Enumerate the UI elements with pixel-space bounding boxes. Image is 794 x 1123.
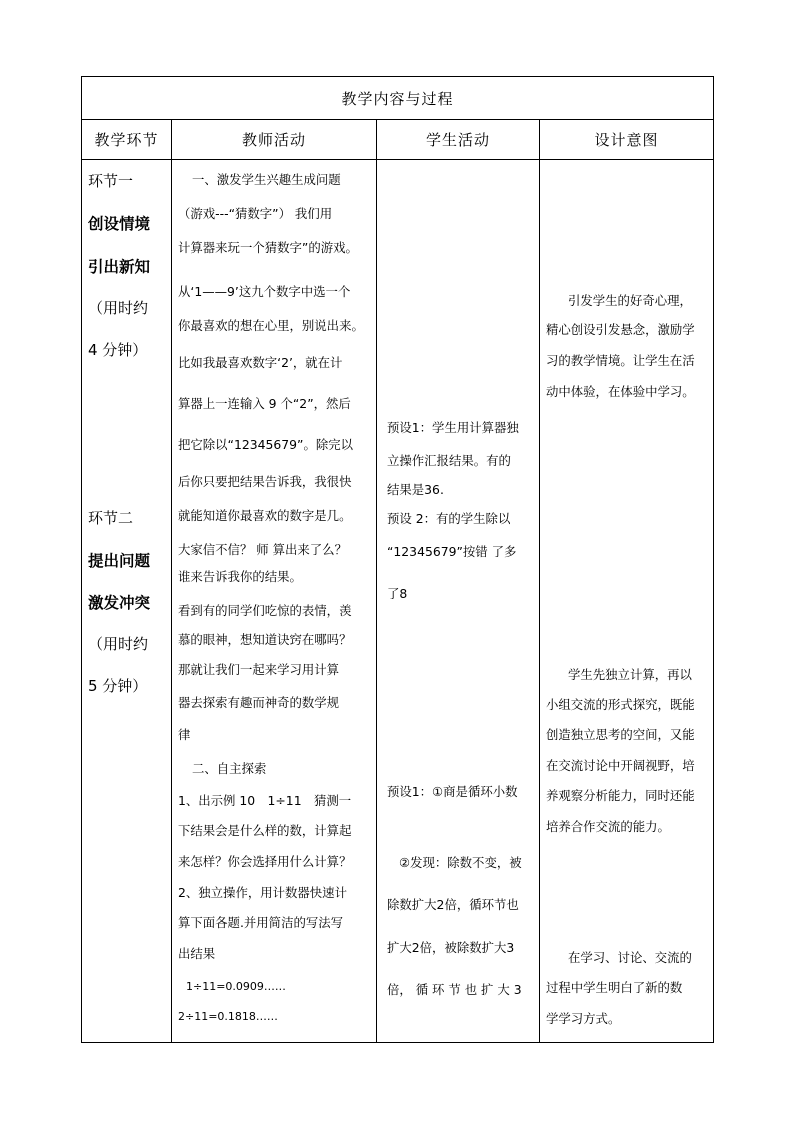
header-stage: 教学环节 — [82, 120, 172, 160]
intent-cell — [540, 160, 714, 1043]
header-row — [82, 120, 714, 160]
teacher-line: 律 — [178, 727, 191, 742]
teacher-line: 后你只要把结果告诉我，我很快 — [178, 474, 352, 489]
student-line: 立操作汇报结果。有的 — [387, 453, 511, 468]
teacher-line: 下结果会是什么样的数，计算起 — [178, 823, 352, 838]
intent-line: 养观察分析能力，同时还能 — [546, 788, 695, 803]
teacher-line: 一、激发学生兴趣生成问题 — [192, 172, 341, 187]
student-line: 扩大2倍，被除数扩大3 — [387, 940, 515, 955]
teacher-line: 出结果 — [178, 946, 216, 961]
teacher-line: 那就让我们一起来学习用计算 — [178, 662, 340, 677]
student-line: 了8 — [387, 586, 408, 601]
teacher-line: 慕的眼神，想知道诀窍在哪吗？ — [178, 632, 352, 647]
teacher-line: 2÷11=0.1818…… — [178, 1010, 278, 1023]
teacher-line: 计算器来玩一个猜数字”的游戏。 — [178, 240, 358, 255]
intent-line: 小组交流的形式探究，既能 — [546, 697, 695, 712]
stage1-time-line1: （用时约 — [88, 299, 149, 317]
intent-line: 在学习、讨论、交流的 — [568, 950, 692, 965]
stage1-name: 环节一 — [88, 172, 134, 190]
intent-line: 创造独立思考的空间，又能 — [546, 727, 695, 742]
header-teacher: 教师活动 — [172, 120, 377, 160]
teacher-line: 就能知道你最喜欢的数字是几。 — [178, 508, 352, 523]
teacher-line: 来怎样？你会选择用什么计算？ — [178, 854, 352, 869]
teacher-line: 1、出示例 10 1÷11 猜测一 — [178, 793, 352, 808]
intent-line: 动中体验，在体验中学习。 — [546, 384, 695, 399]
stage2-time-line2: 5 分钟） — [88, 677, 148, 695]
intent-line: 习的教学情境。让学生在活 — [546, 353, 695, 368]
intent-line: 学学习方式。 — [546, 1011, 621, 1026]
teacher-line: 你最喜欢的想在心里，别说出来。 — [178, 318, 364, 333]
intent-line: 培养合作交流的能力。 — [546, 819, 670, 834]
student-line: 预设1：学生用计算器独 — [387, 420, 519, 435]
teacher-line: 把它除以“12345679”。除完以 — [178, 437, 354, 452]
student-line: 预设 2：有的学生除以 — [387, 511, 511, 526]
content-row — [82, 160, 714, 1043]
student-line: “12345679”按错 了多 — [387, 544, 517, 559]
student-line: ②发现：除数不变，被 — [399, 855, 522, 870]
teacher-line: 比如我最喜欢数字‘2’，就在计 — [178, 355, 343, 370]
stage-cell — [82, 160, 172, 1043]
teacher-line: 二、自主探索 — [192, 761, 267, 776]
intent-line: 学生先独立计算，再以 — [568, 667, 692, 682]
intent-line: 过程中学生明白了新的数 — [546, 980, 683, 995]
student-line: 倍， 循 环 节 也 扩 大 3 — [387, 982, 522, 997]
stage2-title-line2: 激发冲突 — [88, 594, 151, 612]
intent-line: 在交流讨论中开阔视野，培 — [546, 758, 695, 773]
intent-line: 精心创设引发悬念，激励学 — [546, 322, 695, 337]
header-student: 学生活动 — [377, 120, 540, 160]
teacher-line: 算器上一连输入 9 个“2”，然后 — [178, 396, 351, 411]
teacher-line: 2、独立操作，用计数器快速计 — [178, 885, 347, 900]
teacher-line: （游戏---“猜数字”） 我们用 — [178, 206, 333, 221]
intent-line: 引发学生的好奇心理， — [568, 293, 692, 308]
stage1-title-line1: 创设情境 — [88, 215, 151, 233]
teacher-line: 器去探索有趣而神奇的数学规 — [178, 695, 340, 710]
student-cell — [377, 160, 540, 1043]
teacher-line: 从‘1——9’这九个数字中选一个 — [178, 284, 351, 299]
teacher-line: 1÷11=0.0909…… — [186, 980, 286, 993]
lesson-table — [81, 76, 714, 1043]
student-line: 除数扩大2倍，循环节也 — [387, 897, 519, 912]
teacher-line: 算下面各题.并用简洁的写法写 — [178, 915, 344, 930]
stage2-time-line1: （用时约 — [88, 635, 149, 653]
table-title: 教学内容与过程 — [82, 77, 714, 120]
student-line: 结果是36. — [387, 482, 444, 497]
stage1-time-line2: 4 分钟） — [88, 341, 148, 359]
teacher-line: 看到有的同学们吃惊的表情，羡 — [178, 603, 352, 618]
teacher-line: 谁来告诉我你的结果。 — [178, 569, 302, 584]
stage2-title-line1: 提出问题 — [88, 552, 151, 570]
student-line: 预设1：①商是循环小数 — [387, 784, 518, 799]
stage1-title-line2: 引出新知 — [88, 258, 151, 276]
stage2-name: 环节二 — [88, 509, 134, 527]
title-row — [82, 77, 714, 120]
teacher-cell — [172, 160, 377, 1043]
header-intent: 设计意图 — [540, 120, 714, 160]
teacher-line: 大家信不信？ 师 算出来了么？ — [178, 542, 347, 557]
